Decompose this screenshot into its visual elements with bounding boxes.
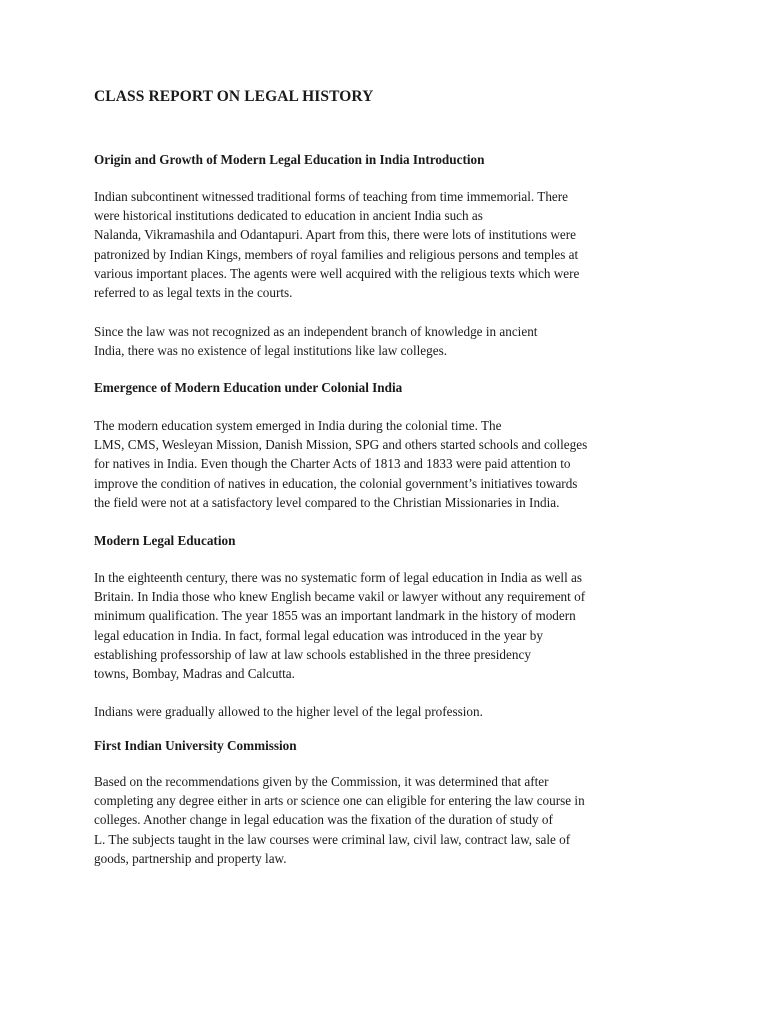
document-title: CLASS REPORT ON LEGAL HISTORY — [94, 88, 374, 105]
paragraph — [94, 772, 585, 868]
paragraph-line: improve the condition of natives in education, the colonial government’s initiatives towards — [94, 475, 578, 491]
paragraph — [94, 187, 579, 302]
paragraph-line: Nalanda, Vikramashila and Odantapuri. Apart from this, there were lots of institutions were — [94, 227, 577, 243]
paragraph-line: completing any degree either in arts or science one can eligible for entering the law course in — [94, 793, 585, 809]
paragraph-line: Based on the recommendations given by the Commission, it was determined that after — [94, 774, 549, 789]
paragraph-line: colleges. Another change in legal education was the fixation of the duration of study of — [94, 812, 553, 828]
paragraph-line: establishing professorship of law at law schools established in the three presidency — [94, 646, 531, 662]
paragraph-line: for natives in India. Even though the Charter Acts of 1813 and 1833 were paid attention to — [94, 456, 571, 472]
paragraph-line: towns, Bombay, Madras and Calcutta. — [94, 665, 295, 681]
section-heading: Origin and Growth of Modern Legal Education in India Introduction — [94, 152, 485, 167]
paragraph-line: minimum qualification. The year 1855 was an important landmark in the history of modern — [94, 608, 576, 624]
paragraph-line: Indians were gradually allowed to the higher level of the legal profession. — [94, 704, 483, 719]
section-heading: Modern Legal Education — [94, 533, 236, 548]
paragraph — [94, 568, 585, 683]
section-heading: First Indian University Commission — [94, 738, 297, 753]
paragraph — [94, 416, 587, 512]
paragraph-line: referred to as legal texts in the courts. — [94, 284, 293, 300]
paragraph-line: patronized by Indian Kings, members of royal families and religious persons and temples at — [94, 246, 579, 262]
paragraph-line: Indian subcontinent witnessed traditional forms of teaching from time immemorial. There — [94, 189, 569, 204]
paragraph-line: L. The subjects taught in the law courses were criminal law, civil law, contract law, sale of — [94, 831, 571, 847]
paragraph — [94, 702, 483, 721]
paragraph-line: LMS, CMS, Wesleyan Mission, Danish Mission, SPG and others started schools and colleges — [94, 437, 588, 453]
paragraph-line: India, there was no existence of legal institutions like law colleges. — [94, 343, 448, 359]
paragraph-line: In the eighteenth century, there was no systematic form of legal education in India as well as — [94, 570, 583, 585]
paragraph — [94, 322, 537, 360]
paragraph-line: were historical institutions dedicated to education in ancient India such as — [94, 208, 483, 224]
paragraph-line: The modern education system emerged in India during the colonial time. The — [94, 418, 502, 433]
paragraph-line: Since the law was not recognized as an independent branch of knowledge in ancient — [94, 324, 538, 339]
section-heading: Emergence of Modern Education under Colonial India — [94, 380, 403, 395]
paragraph-line: various important places. The agents were well acquired with the religious texts which were — [94, 265, 580, 281]
paragraph-line: the field were not at a satisfactory level compared to the Christian Missionaries in India. — [94, 494, 560, 510]
paragraph-line: goods, partnership and property law. — [94, 850, 287, 866]
paragraph-line: Britain. In India those who knew English became vakil or lawyer without any requirement of — [94, 589, 586, 605]
paragraph-line: legal education in India. In fact, formal legal education was introduced in the year by — [94, 627, 543, 643]
